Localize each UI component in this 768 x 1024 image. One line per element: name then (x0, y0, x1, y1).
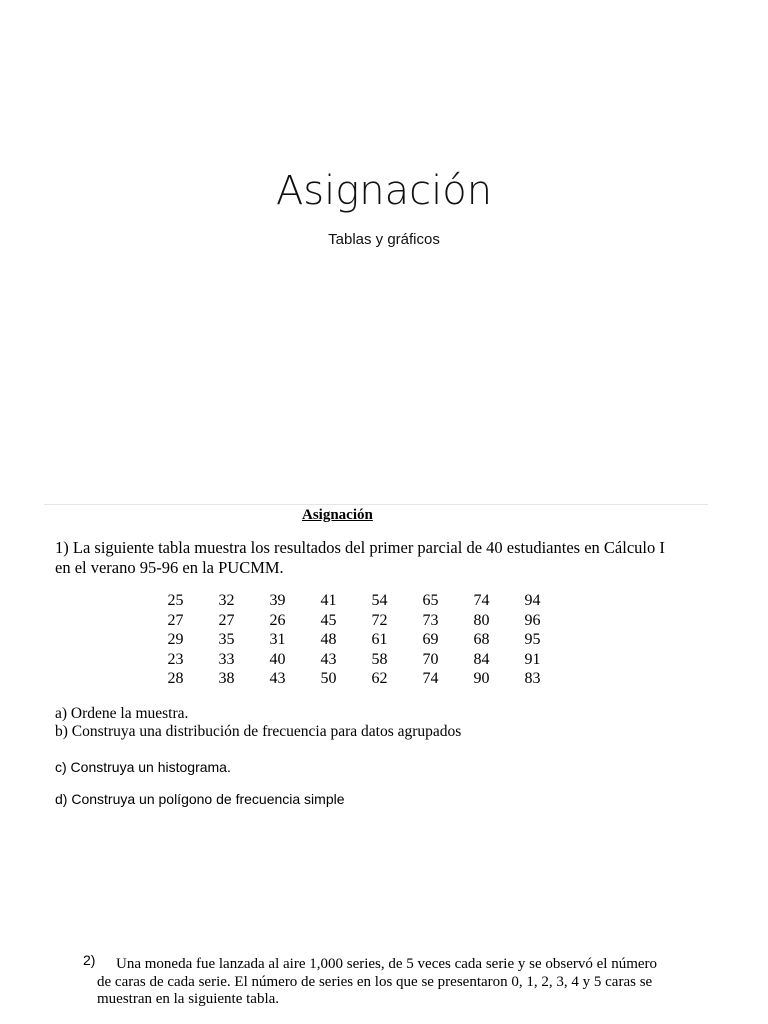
table-cell: 25 (167, 592, 184, 610)
table-cell: 94 (524, 592, 541, 610)
problem-2-line: muestran en la siguiente tabla. (97, 991, 280, 1007)
table-row (150, 630, 558, 650)
sheet-heading: Asignación (302, 507, 373, 523)
table-cell: 69 (422, 631, 439, 649)
problem-1-line: 1) La siguiente tabla muestra los resultados del primer parcial de 40 estudiantes en Cálculo I (55, 538, 665, 557)
table-cell: 50 (320, 670, 337, 688)
table-row (150, 650, 558, 670)
table-cell: 54 (371, 592, 388, 610)
table-cell: 38 (218, 670, 235, 688)
scan-top-edge (44, 504, 708, 505)
table-row (150, 591, 558, 611)
table-cell: 32 (218, 592, 235, 610)
problem-2-line: de caras de cada serie. El número de series en los que se presentaron 0, 1, 2, 3, 4 y 5 caras se (97, 973, 653, 990)
table-cell: 43 (269, 670, 286, 688)
table-cell: 80 (473, 611, 490, 629)
question-a: a) Ordene la muestra. (55, 705, 189, 722)
question-b: b) Construya una distribución de frecuencia para datos agrupados (55, 723, 462, 740)
problem-2-number: 2) (83, 952, 96, 968)
table-cell: 58 (371, 650, 388, 668)
table-cell: 73 (422, 611, 439, 629)
table-cell: 90 (473, 670, 490, 688)
table-cell: 84 (473, 650, 490, 668)
scores-table (150, 591, 558, 689)
table-row (150, 669, 558, 689)
table-cell: 40 (269, 650, 286, 668)
problem-1-statement (55, 538, 705, 578)
slide-subtitle: Tablas y gráficos (328, 231, 440, 248)
table-cell: 43 (320, 650, 337, 668)
table-cell: 45 (320, 611, 337, 629)
table-cell: 28 (167, 670, 184, 688)
table-cell: 65 (422, 592, 439, 610)
problem-2-statement (97, 956, 707, 1009)
table-cell: 68 (473, 631, 490, 649)
table-cell: 35 (218, 631, 235, 649)
table-cell: 23 (167, 650, 184, 668)
table-cell: 61 (371, 631, 388, 649)
table-cell: 31 (269, 631, 286, 649)
table-cell: 41 (320, 592, 337, 610)
table-cell: 33 (218, 650, 235, 668)
table-cell: 91 (524, 650, 541, 668)
table-cell: 62 (371, 670, 388, 688)
table-cell: 74 (473, 592, 490, 610)
table-cell: 72 (371, 611, 388, 629)
question-c: c) Construya un histograma. (55, 759, 231, 775)
table-cell: 29 (167, 631, 184, 649)
problem-1-line: en el verano 95-96 en la PUCMM. (55, 558, 284, 577)
table-cell: 96 (524, 611, 541, 629)
slide-title: Asignación (275, 168, 493, 214)
table-cell: 27 (218, 611, 235, 629)
table-cell: 95 (524, 631, 541, 649)
problem-2-line: Una moneda fue lanzada al aire 1,000 series, de 5 veces cada serie y se observó el número (116, 956, 658, 972)
table-cell: 74 (422, 670, 439, 688)
table-row (150, 611, 558, 631)
table-cell: 39 (269, 592, 286, 610)
table-cell: 27 (167, 611, 184, 629)
question-d: d) Construya un polígono de frecuencia simple (55, 791, 345, 807)
table-cell: 83 (524, 670, 541, 688)
table-cell: 48 (320, 631, 337, 649)
table-cell: 26 (269, 611, 286, 629)
table-cell: 70 (422, 650, 439, 668)
